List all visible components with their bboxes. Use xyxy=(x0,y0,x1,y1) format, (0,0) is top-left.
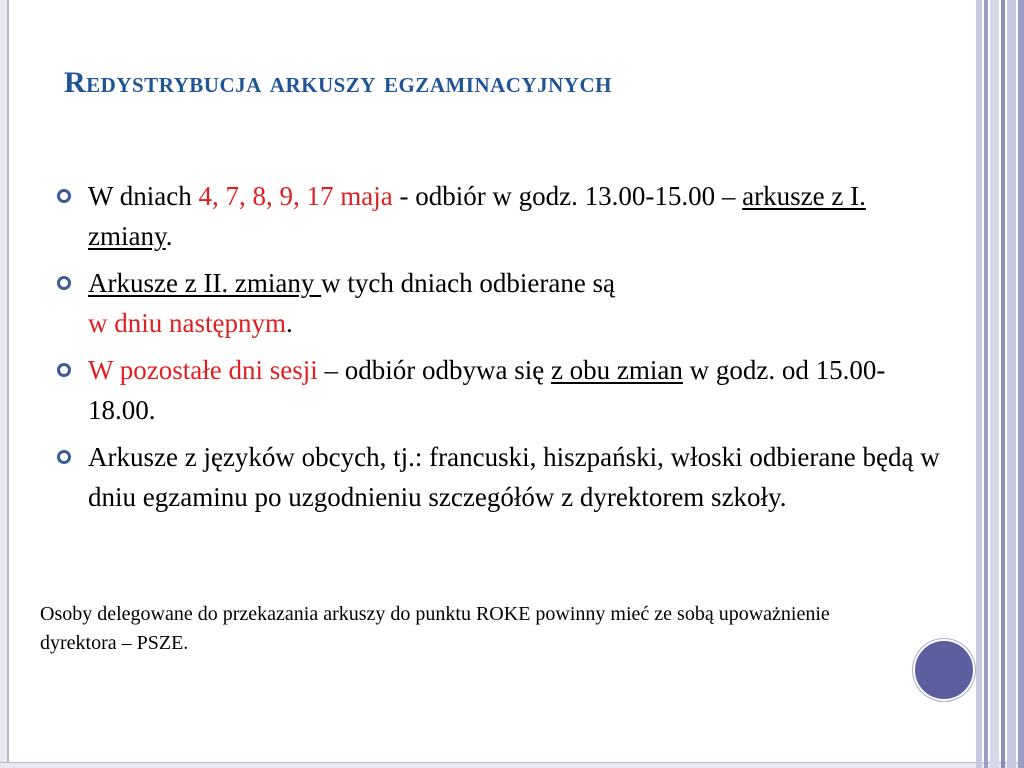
bullet-text: w tych dniach odbierane są xyxy=(321,268,616,298)
bottom-frame-border xyxy=(0,762,1024,768)
stripe xyxy=(976,0,982,768)
underlined-text: z obu zmian xyxy=(550,355,683,385)
bullet-text: - odbiór w godz. 13.00-15.00 – xyxy=(392,181,743,211)
highlight-dates: 4, 7, 8, 9, 17 maja xyxy=(198,181,393,211)
slide-title: Redystrybucja arkuszy egzaminacyjnych xyxy=(64,66,612,99)
bullet-item xyxy=(56,350,946,430)
highlight-text: W xyxy=(88,355,120,385)
stripe xyxy=(1018,0,1024,768)
bullet-item xyxy=(56,176,946,256)
stripe xyxy=(1001,0,1005,768)
bullet-list xyxy=(56,176,946,524)
ring-bullet-icon xyxy=(57,363,71,377)
right-decorative-stripes xyxy=(976,0,1024,768)
bullet-item xyxy=(56,437,946,517)
bullet-text: Arkusze z języków obcych, tj.: francuski, hiszpański, włoski odbierane będą w dniu egzaminu po uzgodnieniu szczegółów z dyrektorem szkoły. xyxy=(88,442,940,512)
underlined-text: Arkusze z II. zmiany xyxy=(88,268,322,298)
bullet-text: w godz. od 15.00-18.00. xyxy=(88,355,886,425)
stripe xyxy=(984,0,988,768)
highlight-text: pozostałe dni sesji xyxy=(119,355,318,385)
stripe xyxy=(1007,0,1016,768)
bullet-text: – odbiór odbywa się xyxy=(317,355,551,385)
left-frame-border xyxy=(0,0,9,768)
ring-bullet-icon xyxy=(57,189,71,203)
underlined-text: arkusze z I. zmiany xyxy=(88,181,866,251)
ring-bullet-icon xyxy=(57,276,71,290)
bullet-text: W dniach xyxy=(88,181,199,211)
bullet-text: . xyxy=(285,308,293,338)
ring-bullet-icon xyxy=(57,450,71,464)
stripe xyxy=(990,0,999,768)
bullet-text: . xyxy=(165,221,173,251)
highlight-text: w dniu następnym xyxy=(88,308,286,338)
decorative-circle xyxy=(913,639,975,701)
footnote: Osoby delegowane do przekazania arkuszy do punktu ROKE powinny mieć ze sobą upoważnienie dyrektora – PSZE. xyxy=(40,603,830,654)
bullet-item xyxy=(56,263,946,343)
